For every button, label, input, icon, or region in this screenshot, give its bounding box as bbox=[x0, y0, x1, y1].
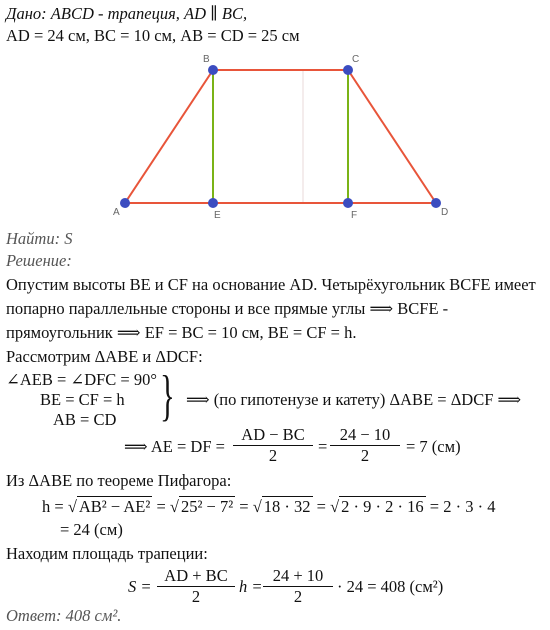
ae-eq: = bbox=[318, 437, 328, 456]
ae-num-1: AD − BC bbox=[233, 425, 313, 446]
given-line-1: Дано: ABCD - трапеция, AD ∥ BC, bbox=[6, 4, 248, 23]
area-intro: Находим площадь трапеции: bbox=[6, 544, 208, 563]
step-2: попарно параллельные стороны и все прямые углы ⟹ BCFE - bbox=[6, 299, 449, 318]
s-fraction-1 bbox=[157, 566, 235, 607]
label-d: D bbox=[441, 207, 449, 218]
ae-den-2: 2 bbox=[360, 446, 370, 465]
ae-lhs: ⟹ AE = DF = bbox=[124, 437, 225, 456]
label-c: C bbox=[352, 54, 360, 65]
sqrt-sign-1: √ bbox=[67, 497, 77, 516]
s-result: · 24 = 408 (см²) bbox=[337, 577, 444, 596]
h-eq-part-b: = bbox=[152, 497, 170, 516]
sqrt-sign-3: √ bbox=[252, 497, 262, 516]
s-den-1: 2 bbox=[191, 587, 201, 606]
system-result: ⟹ (по гипотенузе и катету) ΔABE = ΔDCF ⟹ bbox=[186, 390, 522, 409]
sqrt-sign-4: √ bbox=[330, 497, 340, 516]
label-f: F bbox=[351, 210, 358, 221]
step-3: прямоугольник ⟹ EF = BC = 10 см, BE = CF = h. bbox=[6, 323, 357, 342]
h-eq-part-d: = bbox=[312, 497, 331, 516]
label-a: A bbox=[113, 207, 120, 218]
s-num-1: AD + BC bbox=[157, 566, 235, 587]
point-f bbox=[343, 198, 353, 208]
s-fraction-2 bbox=[263, 566, 333, 607]
point-d bbox=[431, 198, 441, 208]
h-equation bbox=[42, 497, 495, 517]
ae-fraction-1 bbox=[233, 425, 313, 466]
h-eq-part-c: = bbox=[235, 497, 253, 516]
trapezoid-abcd bbox=[125, 70, 436, 203]
point-b bbox=[208, 65, 218, 75]
step-1: Опустим высоты BE и CF на основание AD. Четырёхугольник BCFE имеет bbox=[6, 275, 536, 294]
s-lhs: S = bbox=[128, 577, 152, 596]
label-e: E bbox=[214, 210, 221, 221]
pythagoras-intro: Из ΔABE по теореме Пифагора: bbox=[6, 471, 232, 490]
ae-fraction-2 bbox=[330, 425, 400, 466]
ae-result: = 7 (см) bbox=[406, 437, 461, 456]
h-eq-part-a: h = bbox=[42, 497, 68, 516]
trapezoid-figure bbox=[0, 50, 550, 225]
system-line-1: ∠AEB = ∠DFC = 90° bbox=[6, 370, 157, 389]
system-line-2: BE = CF = h bbox=[40, 390, 125, 409]
sqrt-sign-2: √ bbox=[169, 497, 179, 516]
ae-num-2: 24 − 10 bbox=[330, 425, 400, 446]
h-radicand-1: AB² − AE² bbox=[78, 497, 151, 516]
ae-den-1: 2 bbox=[268, 446, 278, 465]
h-radicand-3: 18 · 32 bbox=[263, 497, 311, 516]
answer: Ответ: 408 см². bbox=[6, 606, 122, 625]
solution-label: Решение: bbox=[6, 251, 72, 270]
point-a bbox=[120, 198, 130, 208]
system-brace: } bbox=[160, 365, 175, 427]
h-result: = 24 (см) bbox=[60, 520, 123, 539]
find-label: Найти: S bbox=[6, 229, 73, 248]
s-den-2: 2 bbox=[293, 587, 303, 606]
point-c bbox=[343, 65, 353, 75]
system-line-3: AB = CD bbox=[53, 410, 117, 429]
step-4: Рассмотрим ΔABE и ΔDCF: bbox=[6, 347, 203, 366]
point-e bbox=[208, 198, 218, 208]
s-num-2: 24 + 10 bbox=[263, 566, 333, 587]
h-eq-part-e: = 2 · 3 · 4 bbox=[425, 497, 496, 516]
s-h: h = bbox=[239, 577, 263, 596]
label-b: B bbox=[203, 54, 210, 65]
given-line-2: AD = 24 см, BC = 10 см, AB = CD = 25 см bbox=[6, 26, 300, 45]
h-radicand-4: 2 · 9 · 2 · 16 bbox=[341, 497, 424, 516]
h-radicand-2: 25² − 7² bbox=[180, 497, 234, 516]
